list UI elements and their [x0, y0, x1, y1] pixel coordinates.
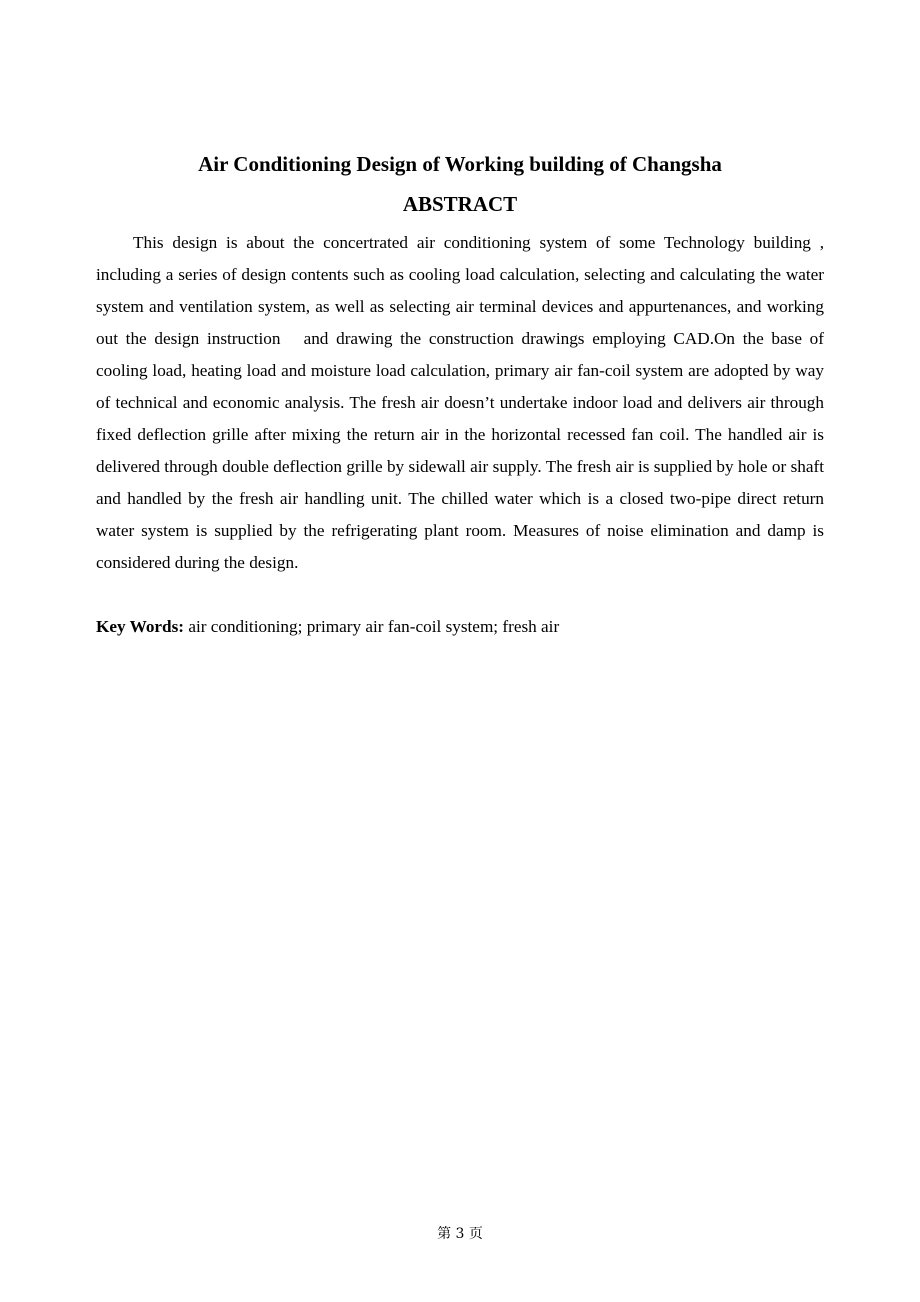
document-title: Air Conditioning Design of Working building of Changsha — [198, 152, 722, 176]
keywords-value: air conditioning; primary air fan-coil system; fresh air — [184, 617, 560, 636]
page-number: 第 3 页 — [437, 1226, 483, 1242]
abstract-heading: ABSTRACT — [402, 192, 518, 216]
abstract-body: This design is about the concertrated air conditioning system of some Technology building , including a series of design contents such as cooling load calculation, selecting and calculating the water system and ventilation system, as well as selecting air terminal devices and appurtenances, and working out the design instruction and drawing the construction drawings employing CAD.On the base of cooling load, heating load and moisture load calculation, primary air fan-coil system are adopted by way of technical and economic analysis. The fresh air doesn’t undertake indoor load and delivers air through fixed deflection grille after mixing the return air in the horizontal recessed fan coil. The handled air is delivered through double deflection grille by sidewall air supply. The fresh air is supplied by hole or shaft and handled by the fresh air handling unit. The chilled water which is a closed two-pipe direct return water system is supplied by the refrigerating plant room. Measures of noise elimination and damp is considered during the design. — [96, 233, 824, 572]
keywords-label: Key Words: — [96, 617, 185, 636]
keywords-line — [96, 611, 824, 643]
